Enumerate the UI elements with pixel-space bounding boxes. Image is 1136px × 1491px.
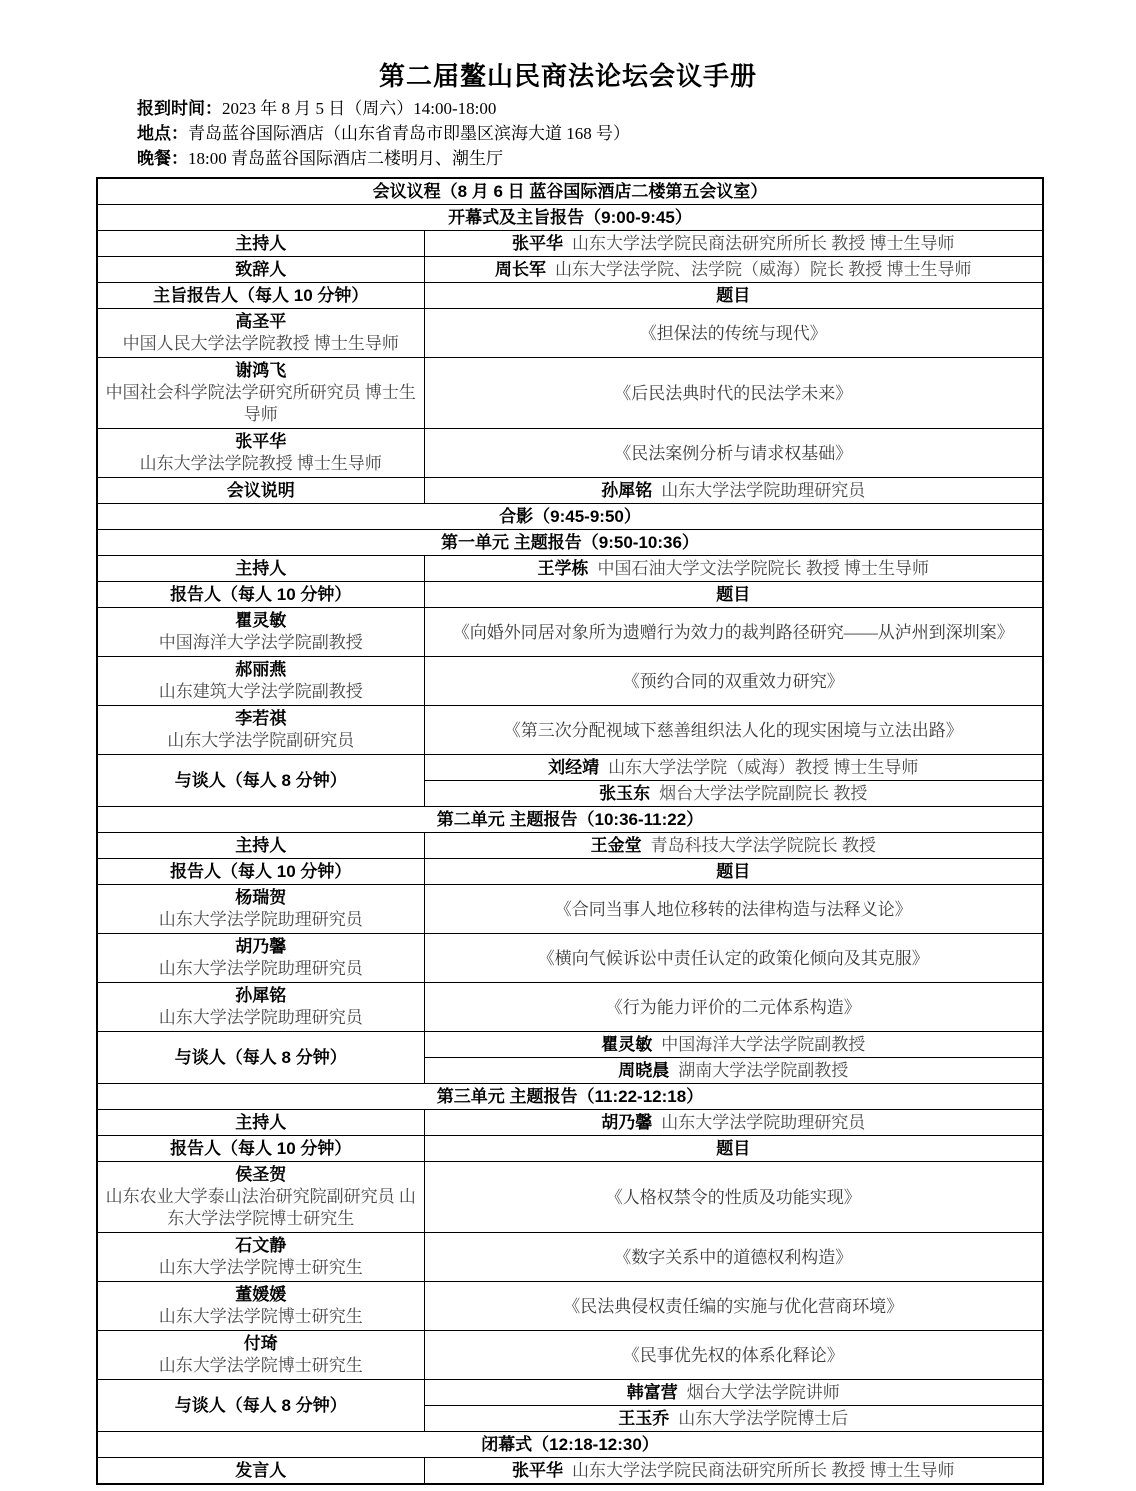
speaker-affiliation: 山东大学法学院助理研究员 [158, 959, 363, 978]
person-desc: 中国海洋大学法学院副教授 [661, 1035, 866, 1054]
table-row [97, 358, 1043, 429]
talk-title: 《担保法的传统与现代》 [424, 309, 1043, 358]
person-desc: 青岛科技大学法学院院长 教授 [650, 836, 876, 855]
speaker-name: 张平华 [235, 432, 287, 451]
talk-title: 《人格权禁令的性质及功能实现》 [424, 1162, 1043, 1233]
talk-title: 《民法典侵权责任编的实施与优化营商环境》 [424, 1282, 1043, 1331]
talk-title: 《向婚外同居对象所为遗赠行为效力的裁判路径研究——从泸州到深圳案》 [424, 608, 1043, 657]
table-row [97, 807, 1043, 833]
info-label: 报到时间： [137, 99, 222, 118]
table-row [97, 608, 1043, 657]
section-cell: 会议议程（8 月 6 日 蓝谷国际酒店二楼第五会议室） [97, 178, 1043, 205]
person-name: 刘经靖 [548, 758, 600, 777]
person-cell [424, 833, 1043, 859]
table-row [97, 556, 1043, 582]
person-desc: 山东大学法学院民商法研究所所长 教授 博士生导师 [572, 1461, 955, 1480]
speaker-name: 谢鸿飞 [235, 361, 287, 380]
info-value: 青岛蓝谷国际酒店（山东省青岛市即墨区滨海大道 168 号） [188, 124, 630, 143]
section-cell: 开幕式及主旨报告（9:00-9:45） [97, 205, 1043, 231]
speaker-affiliation: 山东大学法学院博士研究生 [158, 1356, 363, 1375]
speaker-name: 侯圣贺 [235, 1165, 287, 1184]
table-row [97, 309, 1043, 358]
person-desc: 烟台大学法学院讲师 [686, 1383, 840, 1402]
row-label: 与谈人（每人 8 分钟） [97, 755, 424, 807]
table-row [97, 1458, 1043, 1485]
row-label: 与谈人（每人 8 分钟） [97, 1032, 424, 1084]
table-row [97, 1032, 1043, 1058]
speaker-name: 李若祺 [235, 709, 287, 728]
speaker-cell [97, 1331, 424, 1380]
table-row [97, 205, 1043, 231]
speaker-name: 杨瑞贺 [235, 888, 287, 907]
person-cell [424, 1058, 1043, 1084]
page-title: 第二届鳌山民商法论坛会议手册 [378, 61, 757, 91]
speaker-affiliation: 中国人民大学法学院教授 博士生导师 [122, 334, 399, 353]
speaker-cell [97, 608, 424, 657]
column-header-left: 报告人（每人 10 分钟） [97, 1136, 424, 1162]
table-row [97, 257, 1043, 283]
person-cell [424, 1406, 1043, 1432]
person-name: 张玉东 [599, 784, 651, 803]
table-row [97, 1084, 1043, 1110]
talk-title: 《预约合同的双重效力研究》 [424, 657, 1043, 706]
person-cell [424, 478, 1043, 504]
talk-title: 《后民法典时代的民法学未来》 [424, 358, 1043, 429]
row-label: 主持人 [97, 1110, 424, 1136]
person-name: 瞿灵敏 [601, 1035, 653, 1054]
table-row [97, 1282, 1043, 1331]
table-row [97, 582, 1043, 608]
table-row [97, 1233, 1043, 1282]
speaker-name: 胡乃馨 [235, 937, 287, 956]
speaker-name: 付琦 [243, 1334, 278, 1353]
section-cell: 第一单元 主题报告（9:50-10:36） [97, 530, 1043, 556]
person-cell [424, 1380, 1043, 1406]
person-cell [424, 1110, 1043, 1136]
section-cell: 合影（9:45-9:50） [97, 504, 1043, 530]
speaker-cell [97, 1282, 424, 1331]
info-label: 地点： [137, 124, 188, 143]
person-desc: 山东大学法学院、法学院（威海）院长 教授 博士生导师 [555, 260, 972, 279]
person-name: 王学栋 [537, 559, 589, 578]
person-desc: 山东大学法学院助理研究员 [661, 1113, 866, 1132]
speaker-affiliation: 山东大学法学院助理研究员 [158, 1008, 363, 1027]
person-cell [424, 755, 1043, 781]
speaker-affiliation: 山东大学法学院博士研究生 [158, 1258, 363, 1277]
row-label: 主持人 [97, 556, 424, 582]
section-cell: 第三单元 主题报告（11:22-12:18） [97, 1084, 1043, 1110]
section-cell: 第二单元 主题报告（10:36-11:22） [97, 807, 1043, 833]
speaker-affiliation: 山东农业大学泰山法治研究院副研究员 山东大学法学院博士研究生 [105, 1187, 416, 1228]
person-desc: 山东大学法学院助理研究员 [661, 481, 866, 500]
info-label: 晚餐： [137, 149, 188, 168]
person-name: 周长军 [495, 260, 546, 279]
column-header-left: 报告人（每人 10 分钟） [97, 582, 424, 608]
table-row [97, 478, 1043, 504]
speaker-affiliation: 山东建筑大学法学院副教授 [158, 682, 363, 701]
person-cell [424, 1032, 1043, 1058]
talk-title: 《横向气候诉讼中责任认定的政策化倾向及其克服》 [424, 934, 1043, 983]
row-label: 与谈人（每人 8 分钟） [97, 1380, 424, 1432]
talk-title: 《数字关系中的道德权利构造》 [424, 1233, 1043, 1282]
speaker-name: 董媛媛 [235, 1285, 287, 1304]
row-label: 会议说明 [97, 478, 424, 504]
speaker-name: 孙犀铭 [235, 986, 287, 1005]
table-row [97, 833, 1043, 859]
speaker-cell [97, 429, 424, 478]
section-cell: 闭幕式（12:18-12:30） [97, 1432, 1043, 1458]
speaker-name: 高圣平 [235, 312, 287, 331]
agenda-table [96, 177, 1044, 1485]
table-row [97, 429, 1043, 478]
speaker-affiliation: 中国社会科学院法学研究所研究员 博士生导师 [105, 383, 416, 424]
person-cell [424, 1458, 1043, 1485]
table-row [97, 934, 1043, 983]
speaker-affiliation: 山东大学法学院教授 博士生导师 [139, 454, 382, 473]
table-row [97, 1331, 1043, 1380]
table-row [97, 859, 1043, 885]
speaker-cell [97, 983, 424, 1032]
info-value: 2023 年 8 月 5 日（周六）14:00-18:00 [222, 99, 497, 118]
speaker-cell [97, 934, 424, 983]
person-name: 胡乃馨 [601, 1113, 653, 1132]
speaker-name: 石文静 [235, 1236, 287, 1255]
person-name: 张平华 [512, 234, 563, 253]
speaker-cell [97, 706, 424, 755]
header-info [137, 96, 1136, 171]
table-row [97, 657, 1043, 706]
table-row [97, 283, 1043, 309]
table-row [97, 530, 1043, 556]
person-cell [424, 231, 1043, 257]
info-value: 18:00 青岛蓝谷国际酒店二楼明月、潮生厅 [188, 149, 503, 168]
person-desc: 山东大学法学院博士后 [678, 1409, 849, 1428]
talk-title: 《第三次分配视域下慈善组织法人化的现实困境与立法出路》 [424, 706, 1043, 755]
speaker-cell [97, 885, 424, 934]
table-row [97, 231, 1043, 257]
table-row [97, 706, 1043, 755]
column-header-right: 题目 [424, 859, 1043, 885]
person-name: 孙犀铭 [601, 481, 653, 500]
speaker-affiliation: 中国海洋大学法学院副教授 [158, 633, 363, 652]
person-desc: 山东大学法学院民商法研究所所长 教授 博士生导师 [572, 234, 955, 253]
table-row [97, 1380, 1043, 1406]
person-name: 韩富营 [626, 1383, 678, 1402]
person-desc: 山东大学法学院（威海）教授 博士生导师 [608, 758, 919, 777]
row-label: 主持人 [97, 833, 424, 859]
table-row [97, 1136, 1043, 1162]
person-desc: 烟台大学法学院副院长 教授 [659, 784, 868, 803]
person-cell [424, 781, 1043, 807]
speaker-affiliation: 山东大学法学院副研究员 [167, 731, 355, 750]
table-row [97, 1432, 1043, 1458]
column-header-right: 题目 [424, 582, 1043, 608]
table-row [97, 755, 1043, 781]
talk-title: 《行为能力评价的二元体系构造》 [424, 983, 1043, 1032]
info-line-dinner [137, 146, 1136, 171]
person-name: 张平华 [512, 1461, 563, 1480]
person-desc: 中国石油大学文法学院院长 教授 博士生导师 [597, 559, 929, 578]
column-header-right: 题目 [424, 1136, 1043, 1162]
table-row [97, 1110, 1043, 1136]
talk-title: 《民法案例分析与请求权基础》 [424, 429, 1043, 478]
table-row [97, 983, 1043, 1032]
speaker-affiliation: 山东大学法学院博士研究生 [158, 1307, 363, 1326]
speaker-cell [97, 1233, 424, 1282]
speaker-cell [97, 657, 424, 706]
speaker-cell [97, 358, 424, 429]
speaker-cell [97, 1162, 424, 1233]
row-label: 致辞人 [97, 257, 424, 283]
person-name: 王金堂 [590, 836, 642, 855]
column-header-right: 题目 [424, 283, 1043, 309]
column-header-left: 报告人（每人 10 分钟） [97, 859, 424, 885]
speaker-affiliation: 山东大学法学院助理研究员 [158, 910, 363, 929]
speaker-cell [97, 309, 424, 358]
speaker-name: 郝丽燕 [235, 660, 287, 679]
table-row [97, 504, 1043, 530]
talk-title: 《民事优先权的体系化释论》 [424, 1331, 1043, 1380]
table-row [97, 1162, 1043, 1233]
row-label: 发言人 [97, 1458, 424, 1485]
talk-title: 《合同当事人地位移转的法律构造与法释义论》 [424, 885, 1043, 934]
person-desc: 湖南大学法学院副教授 [678, 1061, 849, 1080]
info-line-location [137, 121, 1136, 146]
speaker-name: 瞿灵敏 [235, 611, 287, 630]
table-row [97, 885, 1043, 934]
column-header-left: 主旨报告人（每人 10 分钟） [97, 283, 424, 309]
person-name: 王玉乔 [618, 1409, 670, 1428]
agenda-body [97, 178, 1043, 1484]
person-name: 周晓晨 [618, 1061, 670, 1080]
row-label: 主持人 [97, 231, 424, 257]
table-row [97, 178, 1043, 205]
person-cell [424, 556, 1043, 582]
info-line-registration [137, 96, 1136, 121]
person-cell [424, 257, 1043, 283]
